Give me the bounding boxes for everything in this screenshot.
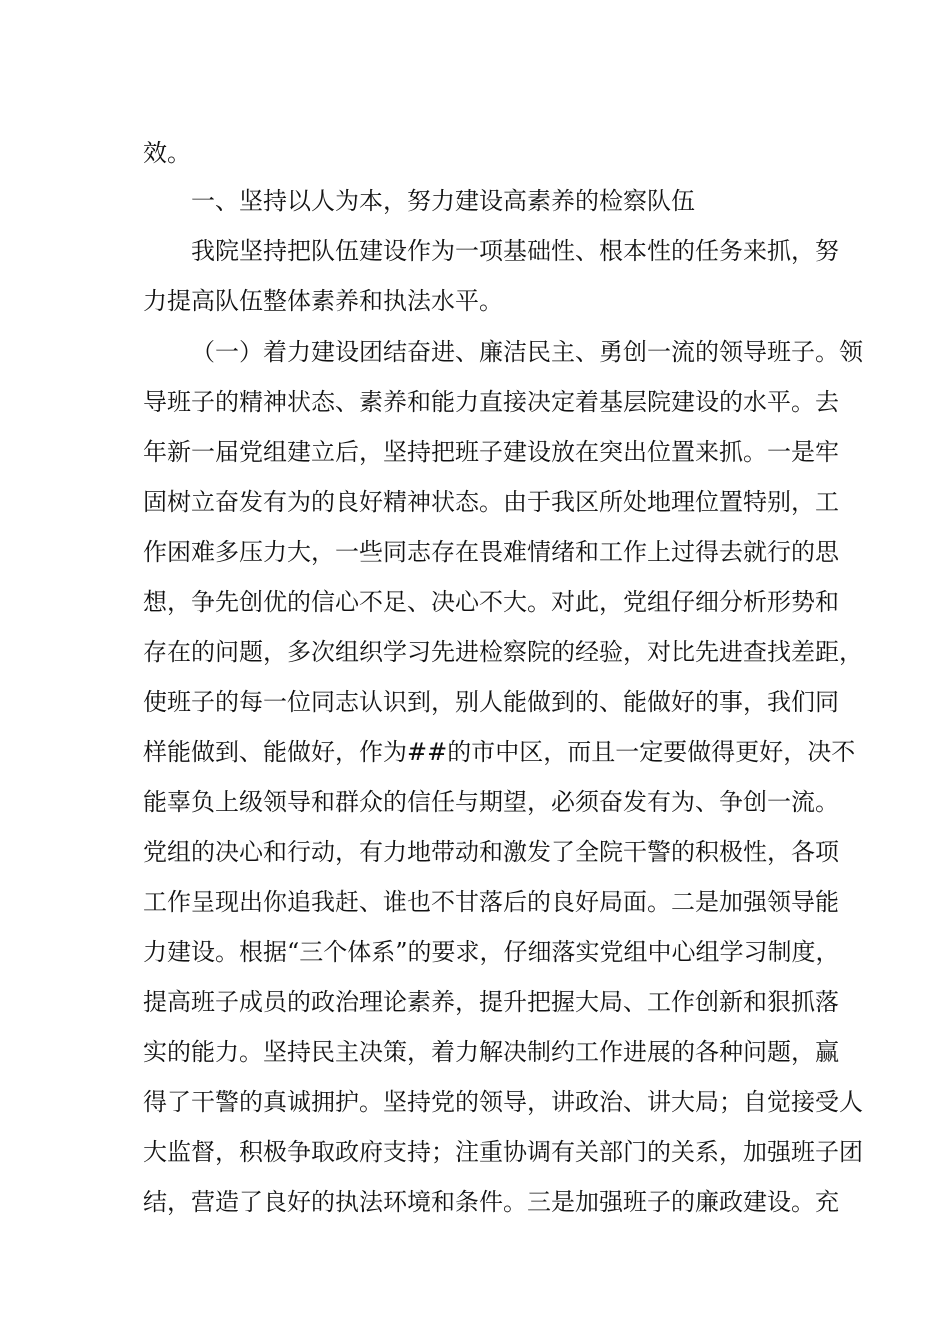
text-line: 结，营造了良好的执法环境和条件。三是加强班子的廉政建设。充 <box>143 1188 839 1216</box>
text-line: 使班子的每一位同志认识到，别人能做到的、能做好的事，我们同 <box>143 688 839 716</box>
section-heading: 一、坚持以人为本，努力建设高素养的检察队伍 <box>191 187 695 215</box>
text-line: 得了干警的真诚拥护。坚持党的领导，讲政治、讲大局；自觉接受人 <box>143 1088 863 1116</box>
text-line: 固树立奋发有为的良好精神状态。由于我区所处地理位置特别，工 <box>143 488 839 516</box>
text-line: 实的能力。坚持民主决策，着力解决制约工作进展的各种问题，赢 <box>143 1038 839 1066</box>
text-line: 导班子的精神状态、素养和能力直接决定着基层院建设的水平。去 <box>143 388 839 416</box>
text-line: 作困难多压力大，一些同志存在畏难情绪和工作上过得去就行的思 <box>143 538 839 566</box>
text-line: 党组的决心和行动，有力地带动和激发了全院干警的积极性，各项 <box>143 838 839 866</box>
text-line: 存在的问题，多次组织学习先进检察院的经验，对比先进查找差距， <box>143 638 863 666</box>
text-line: 工作呈现出你追我赶、谁也不甘落后的良好局面。二是加强领导能 <box>143 888 839 916</box>
text-line: 年新一届党组建立后，坚持把班子建设放在突出位置来抓。一是牢 <box>143 438 839 466</box>
text-line: 我院坚持把队伍建设作为一项基础性、根本性的任务来抓，努 <box>191 237 839 265</box>
text-line: 提高班子成员的政治理论素养，提升把握大局、工作创新和狠抓落 <box>143 988 839 1016</box>
text-line: 想，争先创优的信心不足、决心不大。对此，党组仔细分析形势和 <box>143 588 839 616</box>
text-line: 力建设。根据“三个体系”的要求，仔细落实党组中心组学习制度， <box>143 938 840 966</box>
text-line: 力提高队伍整体素养和执法水平。 <box>143 287 503 315</box>
subsection-heading: （一）着力建设团结奋进、廉洁民主、勇创一流的领导班子。领 <box>191 338 863 366</box>
text-line: 样能做到、能做好，作为##的市中区，而且一定要做得更好，决不 <box>143 738 856 766</box>
text-line: 大监督，积极争取政府支持；注重协调有关部门的关系，加强班子团 <box>143 1138 863 1166</box>
text-line: 能辜负上级领导和群众的信任与期望，必须奋发有为、争创一流。 <box>143 788 839 816</box>
text-line: 效。 <box>143 139 191 167</box>
